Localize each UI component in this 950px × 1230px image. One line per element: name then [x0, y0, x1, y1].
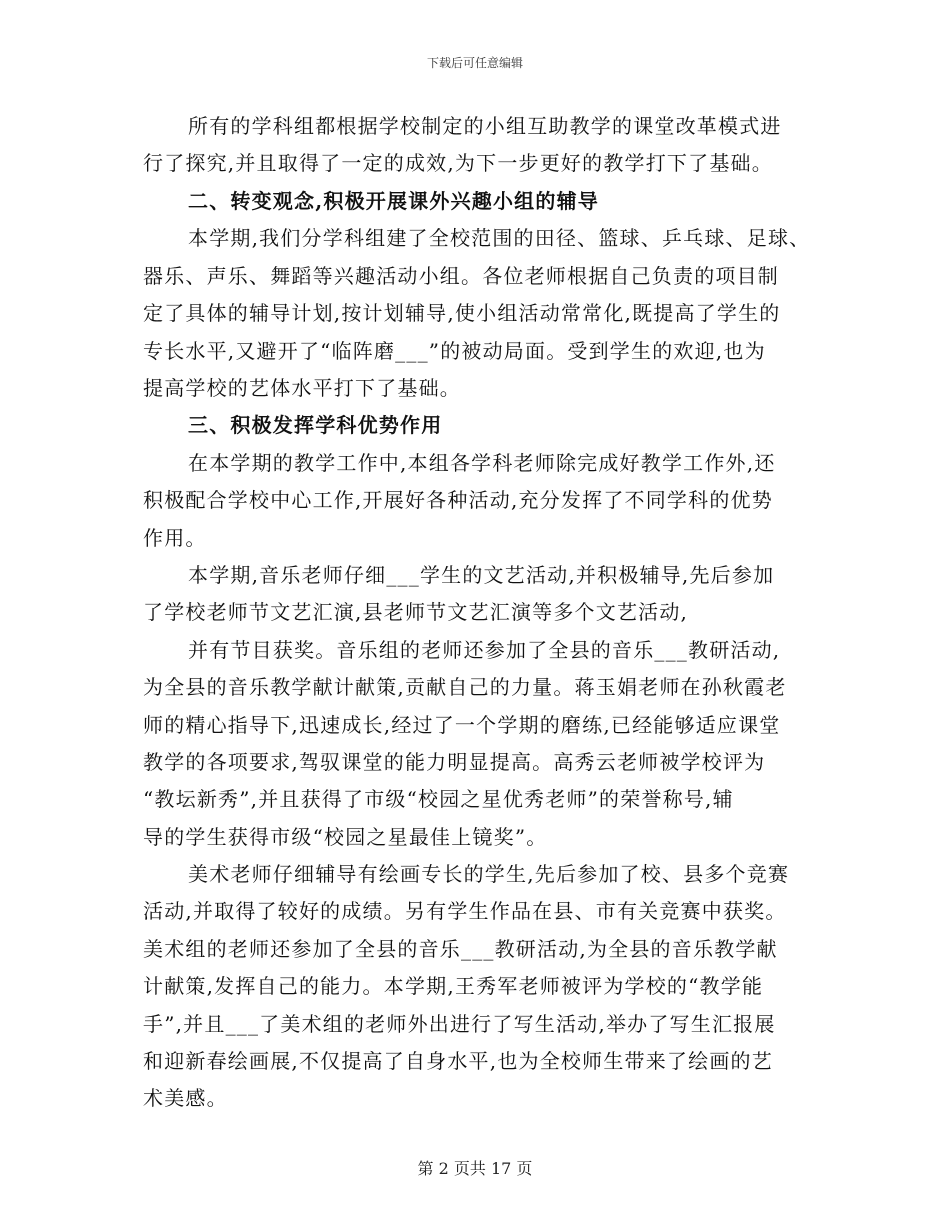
- paragraph-line: 美术老师仔细辅导有绘画专长的学生,先后参加了校、县多个竞赛: [188, 862, 790, 886]
- paragraph-line: 定了具体的辅导计划,按计划辅导,使小组活动常常化,既提高了学生的: [143, 301, 781, 325]
- paragraph-line: “教坛新秀”,并且获得了市级“校园之星优秀老师”的荣誉称号,辅: [143, 787, 734, 811]
- paragraph-line: 活动,并取得了较好的成绩。另有学生作品在县、市有关竞赛中获奖。: [143, 899, 787, 923]
- section-heading: 三、积极发挥学科优势作用: [188, 413, 443, 437]
- paragraph-line: 和迎新春绘画展,不仅提高了自身水平,也为全校师生带来了绘画的艺: [143, 1049, 773, 1073]
- paragraph-line: 器乐、声乐、舞蹈等兴趣活动小组。各位老师根据自己负责的项目制: [143, 264, 779, 288]
- paragraph-line: 手”,并且___了美术组的老师外出进行了写生活动,举办了写生汇报展: [143, 1012, 776, 1036]
- paragraph-line: 提高学校的艺体水平打下了基础。: [143, 376, 461, 400]
- paragraph-line: 作用。: [143, 526, 207, 550]
- paragraph-line: 本学期,音乐老师仔细___学生的文艺活动,并积极辅导,先后参加: [188, 563, 775, 587]
- paragraph-line: 行了探究,并且取得了一定的成效,为下一步更好的教学打下了基础。: [143, 151, 773, 175]
- paragraph-line: 术美感。: [143, 1086, 228, 1110]
- paragraph-line: 了学校老师节文艺汇演,县老师节文艺汇演等多个文艺活动,: [143, 600, 689, 624]
- paragraph-line: 积极配合学校中心工作,开展好各种活动,充分发挥了不同学科的优势: [143, 488, 773, 512]
- paragraph-line: 教学的各项要求,驾驭课堂的能力明显提高。高秀云老师被学校评为: [143, 750, 766, 774]
- section-heading: 二、转变观念,积极开展课外兴趣小组的辅导: [188, 189, 599, 213]
- paragraph-line: 为全县的音乐教学献计献策,贡献自己的力量。蒋玉娟老师在孙秋霞老: [143, 675, 787, 699]
- page-number-footer: 第 2 页共 17 页: [417, 1159, 533, 1178]
- paragraph-line: 并有节目获奖。音乐组的老师还参加了全县的音乐___教研活动,: [188, 638, 781, 662]
- paragraph-line: 计献策,发挥自己的能力。本学期,王秀军老师被评为学校的“教学能: [143, 974, 764, 998]
- paragraph-line: 师的精心指导下,迅速成长,经过了一个学期的磨练,已经能够适应课堂: [143, 713, 781, 737]
- paragraph-line: 美术组的老师还参加了全县的音乐___教研活动,为全县的音乐教学献: [143, 937, 778, 961]
- page-header-note: 下载后可任意编辑: [426, 56, 523, 70]
- paragraph-line: 所有的学科组都根据学校制定的小组互助教学的课堂改革模式进: [188, 114, 782, 138]
- paragraph-line: 在本学期的教学工作中,本组各学科老师除完成好教学工作外,还: [188, 451, 776, 475]
- paragraph-line: 导的学生获得市级“校园之星最佳上镜奖”。: [143, 825, 548, 849]
- paragraph-line: 专长水平,又避开了“临阵磨___”的被动局面。受到学生的欢迎,也为: [143, 339, 766, 363]
- paragraph-line: 本学期,我们分学科组建了全校范围的田径、篮球、乒乓球、足球、: [188, 226, 811, 250]
